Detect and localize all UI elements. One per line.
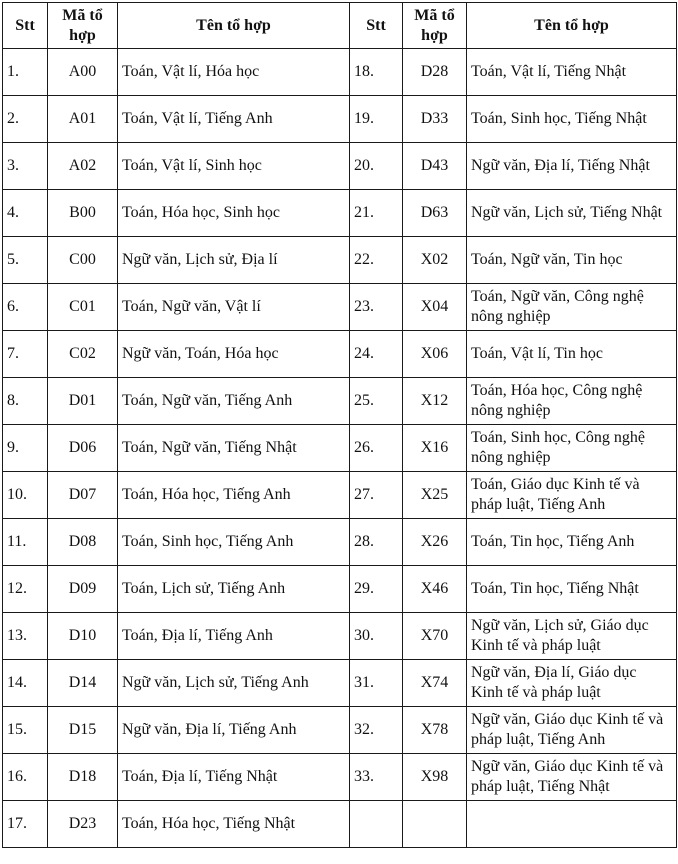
cell-stt-left: 11. xyxy=(3,519,48,566)
cell-code-right: X70 xyxy=(403,613,467,660)
cell-stt-right: 18. xyxy=(350,49,403,96)
table-row xyxy=(3,801,677,848)
cell-name-right: Toán, Ngữ văn, Công nghệ nông nghiệp xyxy=(467,284,677,331)
cell-code-left: D15 xyxy=(48,707,118,754)
cell-name-left: Toán, Hóa học, Sinh học xyxy=(118,190,350,237)
cell-stt-left: 15. xyxy=(3,707,48,754)
table-row xyxy=(3,754,677,801)
cell-name-left: Ngữ văn, Lịch sử, Tiếng Anh xyxy=(118,660,350,707)
cell-code-right: D28 xyxy=(403,49,467,96)
cell-name-left: Toán, Địa lí, Tiếng Anh xyxy=(118,613,350,660)
header-code-left: Mã tổ hợp xyxy=(48,3,118,49)
cell-stt-right: 25. xyxy=(350,378,403,425)
cell-code-right xyxy=(403,801,467,848)
cell-name-left: Toán, Ngữ văn, Tiếng Nhật xyxy=(118,425,350,472)
cell-code-right: D63 xyxy=(403,190,467,237)
table-row xyxy=(3,237,677,284)
table-row xyxy=(3,143,677,190)
cell-name-left: Toán, Vật lí, Sinh học xyxy=(118,143,350,190)
cell-code-left: D23 xyxy=(48,801,118,848)
header-stt-right: Stt xyxy=(350,3,403,49)
table-row xyxy=(3,613,677,660)
cell-code-left: D18 xyxy=(48,754,118,801)
cell-code-left: D06 xyxy=(48,425,118,472)
cell-name-right: Ngữ văn, Giáo dục Kinh tế và pháp luật, Tiếng Nhật xyxy=(467,754,677,801)
cell-stt-right: 27. xyxy=(350,472,403,519)
cell-code-right: X12 xyxy=(403,378,467,425)
cell-code-right: X25 xyxy=(403,472,467,519)
cell-stt-right: 19. xyxy=(350,96,403,143)
cell-stt-right: 24. xyxy=(350,331,403,378)
table-row xyxy=(3,49,677,96)
cell-name-right: Ngữ văn, Địa lí, Tiếng Nhật xyxy=(467,143,677,190)
cell-stt-right: 20. xyxy=(350,143,403,190)
cell-stt-left: 7. xyxy=(3,331,48,378)
cell-name-left: Ngữ văn, Toán, Hóa học xyxy=(118,331,350,378)
cell-code-left: D01 xyxy=(48,378,118,425)
cell-code-left: D09 xyxy=(48,566,118,613)
cell-stt-left: 3. xyxy=(3,143,48,190)
cell-name-right: Ngữ văn, Lịch sử, Giáo dục Kinh tế và pháp luật xyxy=(467,613,677,660)
subject-combination-table xyxy=(2,2,677,848)
header-name-right: Tên tổ hợp xyxy=(467,3,677,49)
cell-name-left: Toán, Vật lí, Tiếng Anh xyxy=(118,96,350,143)
table-row xyxy=(3,519,677,566)
cell-name-right: Toán, Vật lí, Tiếng Nhật xyxy=(467,49,677,96)
cell-stt-left: 9. xyxy=(3,425,48,472)
table-row xyxy=(3,425,677,472)
cell-stt-left: 12. xyxy=(3,566,48,613)
table-row xyxy=(3,472,677,519)
cell-name-right: Toán, Ngữ văn, Tin học xyxy=(467,237,677,284)
cell-code-left: C00 xyxy=(48,237,118,284)
table-row xyxy=(3,284,677,331)
cell-stt-right: 21. xyxy=(350,190,403,237)
header-row xyxy=(3,3,677,49)
cell-stt-right: 28. xyxy=(350,519,403,566)
cell-name-right: Toán, Hóa học, Công nghệ nông nghiệp xyxy=(467,378,677,425)
cell-name-right: Toán, Sinh học, Công nghệ nông nghiệp xyxy=(467,425,677,472)
table-row xyxy=(3,96,677,143)
cell-code-left: D07 xyxy=(48,472,118,519)
cell-stt-left: 4. xyxy=(3,190,48,237)
cell-name-left: Toán, Hóa học, Tiếng Anh xyxy=(118,472,350,519)
cell-name-left: Toán, Lịch sử, Tiếng Anh xyxy=(118,566,350,613)
cell-code-right: X02 xyxy=(403,237,467,284)
cell-stt-left: 13. xyxy=(3,613,48,660)
cell-name-left: Ngữ văn, Lịch sử, Địa lí xyxy=(118,237,350,284)
cell-name-left: Toán, Ngữ văn, Tiếng Anh xyxy=(118,378,350,425)
cell-code-right: X06 xyxy=(403,331,467,378)
cell-stt-right xyxy=(350,801,403,848)
cell-stt-left: 6. xyxy=(3,284,48,331)
cell-code-right: X04 xyxy=(403,284,467,331)
cell-name-right: Toán, Sinh học, Tiếng Nhật xyxy=(467,96,677,143)
cell-stt-left: 17. xyxy=(3,801,48,848)
cell-name-left: Toán, Vật lí, Hóa học xyxy=(118,49,350,96)
cell-code-right: X98 xyxy=(403,754,467,801)
cell-stt-left: 5. xyxy=(3,237,48,284)
cell-stt-right: 22. xyxy=(350,237,403,284)
cell-stt-right: 33. xyxy=(350,754,403,801)
cell-stt-right: 23. xyxy=(350,284,403,331)
cell-code-right: X78 xyxy=(403,707,467,754)
table-body xyxy=(3,49,677,848)
cell-stt-left: 1. xyxy=(3,49,48,96)
cell-code-right: X74 xyxy=(403,660,467,707)
cell-code-left: C02 xyxy=(48,331,118,378)
cell-name-left: Toán, Sinh học, Tiếng Anh xyxy=(118,519,350,566)
cell-code-left: B00 xyxy=(48,190,118,237)
table-row xyxy=(3,660,677,707)
cell-name-left: Toán, Hóa học, Tiếng Nhật xyxy=(118,801,350,848)
cell-name-right: Toán, Tin học, Tiếng Anh xyxy=(467,519,677,566)
header-code-right: Mã tổ hợp xyxy=(403,3,467,49)
cell-stt-left: 10. xyxy=(3,472,48,519)
cell-code-right: D33 xyxy=(403,96,467,143)
cell-name-right: Toán, Giáo dục Kinh tế và pháp luật, Tiếng Anh xyxy=(467,472,677,519)
cell-stt-right: 26. xyxy=(350,425,403,472)
table-row xyxy=(3,190,677,237)
cell-stt-right: 32. xyxy=(350,707,403,754)
table-row xyxy=(3,331,677,378)
cell-stt-left: 14. xyxy=(3,660,48,707)
cell-code-right: D43 xyxy=(403,143,467,190)
cell-name-left: Toán, Địa lí, Tiếng Nhật xyxy=(118,754,350,801)
cell-code-left: D10 xyxy=(48,613,118,660)
cell-name-right xyxy=(467,801,677,848)
cell-name-right: Toán, Vật lí, Tin học xyxy=(467,331,677,378)
table-row xyxy=(3,378,677,425)
header-name-left: Tên tổ hợp xyxy=(118,3,350,49)
cell-code-right: X16 xyxy=(403,425,467,472)
header-stt-left: Stt xyxy=(3,3,48,49)
cell-name-right: Ngữ văn, Giáo dục Kinh tế và pháp luật, Tiếng Anh xyxy=(467,707,677,754)
cell-name-right: Toán, Tin học, Tiếng Nhật xyxy=(467,566,677,613)
cell-code-left: D14 xyxy=(48,660,118,707)
cell-name-right: Ngữ văn, Địa lí, Giáo dục Kinh tế và pháp luật xyxy=(467,660,677,707)
cell-stt-right: 31. xyxy=(350,660,403,707)
cell-name-left: Toán, Ngữ văn, Vật lí xyxy=(118,284,350,331)
cell-stt-left: 16. xyxy=(3,754,48,801)
cell-code-left: A01 xyxy=(48,96,118,143)
cell-stt-right: 30. xyxy=(350,613,403,660)
cell-code-left: D08 xyxy=(48,519,118,566)
cell-code-right: X46 xyxy=(403,566,467,613)
cell-code-left: C01 xyxy=(48,284,118,331)
cell-stt-right: 29. xyxy=(350,566,403,613)
table-row xyxy=(3,707,677,754)
cell-code-left: A02 xyxy=(48,143,118,190)
cell-name-left: Ngữ văn, Địa lí, Tiếng Anh xyxy=(118,707,350,754)
cell-code-left: A00 xyxy=(48,49,118,96)
table-row xyxy=(3,566,677,613)
cell-code-right: X26 xyxy=(403,519,467,566)
cell-stt-left: 2. xyxy=(3,96,48,143)
cell-stt-left: 8. xyxy=(3,378,48,425)
cell-name-right: Ngữ văn, Lịch sử, Tiếng Nhật xyxy=(467,190,677,237)
